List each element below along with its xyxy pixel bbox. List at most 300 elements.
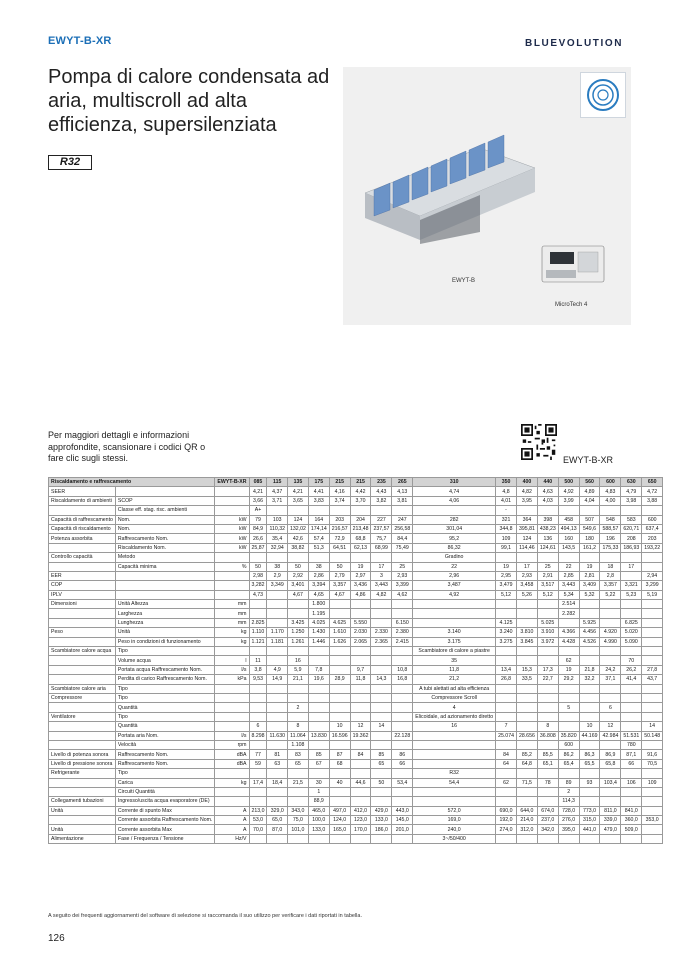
table-row	[49, 787, 663, 796]
table-cell: 65,8	[600, 759, 621, 768]
controller-image-caption: MicroTech 4	[555, 302, 588, 308]
table-cell: 180	[579, 534, 600, 543]
table-cell: 35.820	[558, 731, 579, 740]
table-cell: 186,0	[371, 825, 392, 834]
table-cell: 42.984	[600, 731, 621, 740]
table-cell: 65	[371, 759, 392, 768]
table-cell: 4,92	[413, 590, 496, 599]
table-cell	[371, 665, 392, 674]
table-cell: 22,7	[537, 675, 558, 684]
table-cell	[413, 797, 496, 806]
table-cell: 728,0	[558, 806, 579, 815]
table-cell	[579, 684, 600, 693]
table-cell: 1.610	[329, 628, 350, 637]
table-cell	[558, 506, 579, 515]
table-cell	[371, 600, 392, 609]
table-cell	[558, 834, 579, 843]
table-cell: 3,401	[287, 581, 308, 590]
table-cell: 87	[329, 750, 350, 759]
table-cell	[496, 600, 517, 609]
table-cell	[392, 834, 413, 843]
row-sublabel: Portata acqua Raffrescamento Nom.	[115, 665, 214, 674]
table-row	[49, 524, 663, 533]
table-cell	[249, 703, 267, 712]
row-label: Scambiatore calore aria	[49, 684, 116, 693]
table-cell	[350, 656, 371, 665]
table-cell: 5,9	[287, 665, 308, 674]
table-row	[49, 703, 663, 712]
row-unit	[215, 647, 249, 656]
table-row	[49, 534, 663, 543]
table-cell: 2,95	[496, 571, 517, 580]
table-cell: 3,66	[249, 496, 267, 505]
table-cell	[579, 703, 600, 712]
table-cell: 3,399	[392, 581, 413, 590]
row-unit: kW	[215, 543, 249, 552]
table-cell	[642, 506, 663, 515]
table-cell	[579, 769, 600, 778]
table-cell	[600, 797, 621, 806]
table-cell: 3,81	[392, 496, 413, 505]
table-cell	[413, 787, 496, 796]
table-cell: 3,82	[371, 496, 392, 505]
table-cell	[392, 787, 413, 796]
table-cell	[308, 506, 329, 515]
table-cell	[537, 834, 558, 843]
table-cell: 3,436	[350, 581, 371, 590]
table-cell	[579, 712, 600, 721]
table-row	[49, 506, 663, 515]
table-cell: 21,8	[579, 665, 600, 674]
table-row	[49, 722, 663, 731]
table-cell: 214,0	[516, 816, 537, 825]
table-header-cell: 560	[579, 478, 600, 487]
row-label	[49, 656, 116, 665]
table-cell: 2,81	[579, 571, 600, 580]
table-cell	[350, 712, 371, 721]
table-cell	[249, 600, 267, 609]
table-cell: 75,49	[392, 543, 413, 552]
table-cell	[642, 628, 663, 637]
table-cell: 13.830	[308, 731, 329, 740]
table-cell: 4,89	[579, 487, 600, 496]
table-cell	[496, 740, 517, 749]
table-cell: 2,98	[249, 571, 267, 580]
table-cell	[329, 506, 350, 515]
table-cell: 75,0	[287, 816, 308, 825]
table-cell: 68	[329, 759, 350, 768]
table-cell: 66	[392, 759, 413, 768]
row-unit	[215, 787, 249, 796]
page-number: 126	[48, 933, 65, 944]
table-header-cell: 115	[267, 478, 287, 487]
row-sublabel: Circuiti Quantità	[115, 787, 214, 796]
table-cell: 8.298	[249, 731, 267, 740]
table-cell: 216,57	[329, 524, 350, 533]
table-cell: 65,1	[537, 759, 558, 768]
table-cell: 50	[329, 562, 350, 571]
table-cell: 237,57	[371, 524, 392, 533]
table-cell	[267, 787, 287, 796]
table-row	[49, 628, 663, 637]
table-cell	[642, 562, 663, 571]
row-unit	[215, 684, 249, 693]
table-cell	[496, 553, 517, 562]
row-sublabel	[115, 571, 214, 580]
table-cell: 37,1	[600, 675, 621, 684]
table-cell: 160	[558, 534, 579, 543]
table-cell	[537, 506, 558, 515]
table-cell	[621, 769, 642, 778]
table-cell: 91,6	[642, 750, 663, 759]
table-cell	[350, 506, 371, 515]
table-cell: 3,487	[413, 581, 496, 590]
row-unit: kg	[215, 628, 249, 637]
table-cell	[621, 693, 642, 702]
table-cell	[287, 684, 308, 693]
row-sublabel: Lunghezza	[115, 618, 214, 627]
table-cell: 28,9	[329, 675, 350, 684]
table-cell	[413, 759, 496, 768]
table-cell: 674,0	[537, 806, 558, 815]
table-cell: 25	[537, 562, 558, 571]
table-header-cell: 235	[371, 478, 392, 487]
table-cell	[392, 769, 413, 778]
table-cell	[392, 797, 413, 806]
table-cell: 1.446	[308, 637, 329, 646]
row-label: Alimentazione	[49, 834, 116, 843]
table-cell	[287, 506, 308, 515]
table-cell	[413, 609, 496, 618]
table-cell: 4,16	[329, 487, 350, 496]
table-cell: 583	[621, 515, 642, 524]
row-unit	[215, 693, 249, 702]
table-cell: 106	[621, 778, 642, 787]
table-cell: 3,83	[308, 496, 329, 505]
table-row	[49, 769, 663, 778]
table-cell: 276,0	[558, 816, 579, 825]
table-cell: 312,0	[516, 825, 537, 834]
table-cell: 62	[496, 778, 517, 787]
table-cell: 1	[308, 787, 329, 796]
table-cell	[516, 684, 537, 693]
table-cell: 62,13	[350, 543, 371, 552]
table-cell	[308, 769, 329, 778]
table-cell: 600	[558, 740, 579, 749]
row-label: Dimensioni	[49, 600, 116, 609]
heat-pump-unit-image	[360, 128, 540, 248]
table-cell: 25.074	[496, 731, 517, 740]
table-cell	[350, 647, 371, 656]
row-sublabel: Quantità	[115, 703, 214, 712]
table-cell: 1.170	[267, 628, 287, 637]
row-label	[49, 787, 116, 796]
table-row	[49, 712, 663, 721]
row-unit: Hz/V	[215, 834, 249, 843]
table-cell: 5.550	[350, 618, 371, 627]
table-header-cell: 630	[621, 478, 642, 487]
table-cell	[392, 693, 413, 702]
table-cell: 4,37	[267, 487, 287, 496]
table-cell: 17,3	[537, 665, 558, 674]
table-cell: 12	[600, 722, 621, 731]
unit-image-caption: EWYT-B	[452, 278, 476, 284]
table-cell: 329,0	[267, 806, 287, 815]
table-cell: 124,61	[537, 543, 558, 552]
table-cell: 237,0	[537, 816, 558, 825]
row-label: Livello di pressione sonora	[49, 759, 116, 768]
row-label	[49, 731, 116, 740]
row-unit: dBA	[215, 759, 249, 768]
table-header-cell: 085	[249, 478, 267, 487]
table-cell: 22.128	[392, 731, 413, 740]
table-cell: 494,13	[558, 524, 579, 533]
table-cell	[392, 712, 413, 721]
table-cell	[621, 553, 642, 562]
table-row	[49, 806, 663, 815]
table-cell: 3.910	[537, 628, 558, 637]
table-cell	[267, 712, 287, 721]
table-header-cell: 215	[350, 478, 371, 487]
row-sublabel: Raffrescamento Nom.	[115, 750, 214, 759]
table-cell	[516, 647, 537, 656]
table-cell: 4,8	[496, 487, 517, 496]
table-cell	[350, 600, 371, 609]
table-cell: 3,299	[642, 581, 663, 590]
table-cell: 3	[371, 571, 392, 580]
table-cell: 1.110	[249, 628, 267, 637]
table-cell: 6	[600, 703, 621, 712]
table-cell: 65,5	[579, 759, 600, 768]
table-cell: 59	[249, 759, 267, 768]
table-cell	[371, 769, 392, 778]
table-row	[49, 675, 663, 684]
table-cell: 4,67	[287, 590, 308, 599]
table-cell: 4	[413, 703, 496, 712]
table-cell: 2	[558, 787, 579, 796]
table-cell	[579, 656, 600, 665]
row-unit: l/s	[215, 665, 249, 674]
table-cell	[249, 740, 267, 749]
table-cell: Gradino	[413, 553, 496, 562]
table-cell: 64,8	[516, 759, 537, 768]
table-cell: 30	[308, 778, 329, 787]
table-cell	[249, 553, 267, 562]
table-cell	[600, 506, 621, 515]
row-unit: kW	[215, 524, 249, 533]
table-cell: 86,2	[558, 750, 579, 759]
table-cell	[621, 834, 642, 843]
table-cell	[287, 693, 308, 702]
table-header-cell: 600	[600, 478, 621, 487]
table-cell: 458	[558, 515, 579, 524]
table-cell: 79	[249, 515, 267, 524]
table-cell	[537, 703, 558, 712]
brand-logo: BLUEVOLUTION	[525, 38, 624, 49]
table-cell: 95,2	[413, 534, 496, 543]
table-cell: 101,0	[287, 825, 308, 834]
table-cell: 71,5	[516, 778, 537, 787]
row-unit	[215, 590, 249, 599]
table-cell	[249, 787, 267, 796]
qr-code-icon[interactable]	[521, 424, 557, 460]
table-cell	[642, 600, 663, 609]
row-sublabel: Capacità minima	[115, 562, 214, 571]
table-cell: 2,97	[350, 571, 371, 580]
row-sublabel: Tipo	[115, 647, 214, 656]
table-cell: 65	[287, 759, 308, 768]
table-cell: 110,32	[267, 524, 287, 533]
row-sublabel: Velocità	[115, 740, 214, 749]
table-cell: 72,9	[329, 534, 350, 543]
table-header-cell: 265	[392, 478, 413, 487]
table-cell	[642, 825, 663, 834]
table-cell: 4,01	[496, 496, 517, 505]
table-cell: 123,0	[350, 816, 371, 825]
table-cell	[642, 618, 663, 627]
table-cell: 32,2	[579, 675, 600, 684]
table-cell: 10	[579, 722, 600, 731]
table-header-cell: EWYT-B-XR	[215, 478, 249, 487]
table-cell	[371, 787, 392, 796]
table-cell	[558, 618, 579, 627]
row-label	[49, 816, 116, 825]
table-cell: 1.195	[308, 609, 329, 618]
table-cell	[267, 834, 287, 843]
table-cell	[267, 506, 287, 515]
table-cell	[558, 553, 579, 562]
table-cell: 3.425	[287, 618, 308, 627]
table-cell: 465,0	[308, 806, 329, 815]
table-cell: 9,7	[350, 665, 371, 674]
table-cell	[537, 693, 558, 702]
row-unit	[215, 553, 249, 562]
table-cell: 395,81	[516, 524, 537, 533]
table-cell	[558, 769, 579, 778]
row-label	[49, 506, 116, 515]
table-cell	[287, 834, 308, 843]
row-unit	[215, 769, 249, 778]
table-cell	[308, 684, 329, 693]
table-cell: 22	[413, 562, 496, 571]
table-cell: 3~/50/400	[413, 834, 496, 843]
table-cell	[621, 703, 642, 712]
table-row	[49, 825, 663, 834]
table-cell: 14,3	[371, 675, 392, 684]
table-cell: 3,95	[516, 496, 537, 505]
table-cell	[621, 712, 642, 721]
table-cell: 203	[642, 534, 663, 543]
table-cell	[642, 656, 663, 665]
table-cell	[496, 712, 517, 721]
table-row	[49, 665, 663, 674]
table-cell	[537, 712, 558, 721]
table-cell	[516, 787, 537, 796]
table-cell	[642, 740, 663, 749]
table-row	[49, 778, 663, 787]
table-header-cell: 500	[558, 478, 579, 487]
table-cell: 26,6	[249, 534, 267, 543]
table-cell: 132,02	[287, 524, 308, 533]
table-cell	[642, 703, 663, 712]
row-sublabel: Tipo	[115, 693, 214, 702]
table-row	[49, 684, 663, 693]
table-cell	[600, 693, 621, 702]
table-cell	[642, 797, 663, 806]
row-label: Capacità di riscaldamento	[49, 524, 116, 533]
table-cell: 14	[371, 722, 392, 731]
table-cell: 2.514	[558, 600, 579, 609]
table-cell: 26,8	[496, 675, 517, 684]
table-cell: 68,8	[350, 534, 371, 543]
table-cell	[558, 722, 579, 731]
table-cell: 70	[621, 656, 642, 665]
table-cell	[249, 712, 267, 721]
footnote: A seguito dei frequenti aggiornamenti del software di selezione si raccomanda il suo utilizzo per verificare i dati riportati in tabella.	[48, 913, 362, 919]
row-label: Refrigerante	[49, 769, 116, 778]
table-cell	[537, 656, 558, 665]
table-cell: 10,8	[392, 665, 413, 674]
table-cell: 5,23	[621, 590, 642, 599]
qr-code-label: EWYT-B-XR	[563, 455, 614, 465]
table-cell: 3,443	[558, 581, 579, 590]
table-cell: 3,349	[267, 581, 287, 590]
table-row	[49, 496, 663, 505]
table-cell	[600, 712, 621, 721]
qr-info-text: Per maggiori dettagli e informazioni approfondite, scansionare i codici QR o fare clic sugli stessi.	[48, 430, 206, 463]
table-cell: 85	[371, 750, 392, 759]
table-cell: 87,1	[621, 750, 642, 759]
row-unit: kW	[215, 515, 249, 524]
table-cell	[600, 769, 621, 778]
table-cell	[371, 740, 392, 749]
table-cell	[249, 769, 267, 778]
table-cell: 3,98	[621, 496, 642, 505]
table-cell	[287, 787, 308, 796]
table-cell	[371, 834, 392, 843]
table-cell: 43,7	[642, 675, 663, 684]
table-cell: 3,409	[579, 581, 600, 590]
table-cell	[642, 553, 663, 562]
table-header-cell: 440	[537, 478, 558, 487]
table-cell: 441,0	[579, 825, 600, 834]
table-cell	[371, 553, 392, 562]
table-cell: 497,0	[329, 806, 350, 815]
row-sublabel: SCOP	[115, 496, 214, 505]
table-cell: 161,2	[579, 543, 600, 552]
table-cell: 1.626	[329, 637, 350, 646]
table-header-cell: 400	[516, 478, 537, 487]
table-cell: 4,04	[579, 496, 600, 505]
table-cell	[371, 618, 392, 627]
row-sublabel: Volume acqua	[115, 656, 214, 665]
table-cell	[287, 647, 308, 656]
table-cell	[329, 712, 350, 721]
table-cell	[621, 684, 642, 693]
table-cell	[287, 712, 308, 721]
table-cell	[267, 769, 287, 778]
table-cell: 3,70	[350, 496, 371, 505]
table-cell: 4,62	[392, 590, 413, 599]
table-cell: 78	[537, 778, 558, 787]
table-cell	[267, 722, 287, 731]
table-cell: Scambiatore di calore a piastre	[413, 647, 496, 656]
table-header-cell: Riscaldamento e raffrescamento	[49, 478, 215, 487]
table-cell	[579, 797, 600, 806]
table-cell: 70,0	[249, 825, 267, 834]
table-cell: 50	[287, 562, 308, 571]
table-cell: 203	[329, 515, 350, 524]
